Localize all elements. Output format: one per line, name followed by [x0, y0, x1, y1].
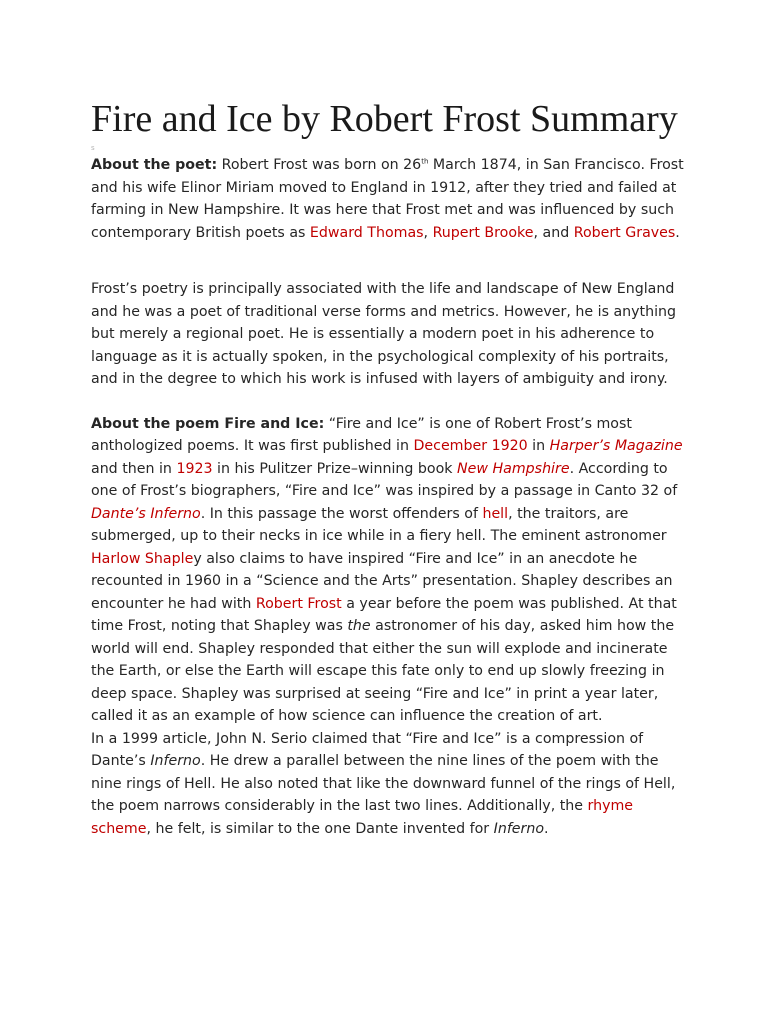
text-run: “Fire and Ice” is one of Robert Frost’s most anthologized poems. It was first published in: [91, 415, 632, 454]
link-edward-thomas[interactable]: Edward Thomas: [309, 224, 424, 241]
text-run: , the traitors, are submerged, up to their necks in ice while in a fiery hell. The eminent astronomer: [91, 505, 667, 544]
text-run: astronomer of his day, asked him how the world will end. Shapley responded that either the sun will explode and incinerate the Earth, or else the Earth will escape this fate only to end up slowly freezing in deep space. Shapley was surprised at seeing “Fire and Ice” in print a year later, called it as an example of how science can influence the creation of art.: [91, 618, 675, 724]
text-run: y also claims to have inspired “Fire and Ice” in an anecdote he recounted in 1960 in a “Science and the Arts” presentation. Shapley describes an encounter he had with: [91, 550, 673, 612]
text-run: .: [544, 820, 549, 837]
superscript: th: [421, 157, 429, 166]
text-run: .: [675, 224, 680, 241]
text-run: ,: [423, 224, 433, 241]
about-poet-paragraph: [91, 154, 691, 244]
link-harpers-magazine[interactable]: Harper’s Magazine: [549, 438, 683, 454]
text-run: and then in: [91, 460, 177, 477]
document-page: [91, 96, 691, 840]
poetry-style-paragraph: Frost’s poetry is principally associated with the life and landscape of New England and he was a poet of traditional verse forms and metrics. However, he is anything but merely a regional poet. He is essentially a modern poet in his adherence to language as it is actually spoken, in the psychological complexity of his portraits, and in the degree to which his work is infused with layers of ambiguity and irony.: [91, 281, 677, 387]
link-new-hampshire[interactable]: New Hampshire: [457, 460, 570, 477]
italic-text: the: [347, 618, 371, 634]
link-robert-frost[interactable]: Robert Frost: [255, 595, 342, 612]
text-run: in his Pulitzer Prize–winning book: [212, 460, 458, 477]
link-rhyme-scheme[interactable]: rhyme scheme: [91, 798, 634, 837]
about-poet-heading: About the poet:: [91, 157, 218, 173]
text-run: a year before the poem was published. At that time Frost, noting that Shapley was: [91, 595, 677, 634]
link-december-1920[interactable]: December 1920: [413, 438, 528, 454]
italic-text: Inferno: [493, 820, 545, 837]
document-title: Fire and Ice by Robert Frost Summary: [91, 98, 678, 140]
text-run: . He drew a parallel between the nine lines of the poem with the nine rings of Hell. He also noted that like the downward funnel of the rings of Hell, the poem narrows considerably in the last two lines. Additionally, the: [91, 753, 676, 814]
link-harlow-shapley[interactable]: Harlow Shaple: [91, 550, 194, 567]
serio-paragraph: [91, 728, 691, 841]
text-run: in: [527, 438, 550, 454]
link-robert-graves[interactable]: Robert Graves: [573, 224, 676, 241]
text-run: , he felt, is similar to the one Dante invented for: [146, 820, 494, 837]
text-run: . According to one of Frost’s biographers, “Fire and Ice” was inspired by a passage in Canto 32 of: [91, 460, 678, 499]
faint-mark: s: [91, 144, 95, 152]
link-rupert-brooke[interactable]: Rupert Brooke: [432, 224, 534, 241]
text-run: Robert Frost was born on 26: [217, 157, 422, 173]
link-1923[interactable]: 1923: [176, 460, 213, 477]
link-dantes-inferno[interactable]: Dante’s Inferno: [91, 505, 201, 522]
text-run: , and: [533, 224, 574, 241]
text-run: In a 1999 article, John N. Serio claimed that “Fire and Ice” is a compression of Dante’s: [91, 730, 644, 769]
about-poem-paragraph: [91, 413, 691, 728]
text-run: . In this passage the worst offenders of: [200, 505, 483, 522]
text-run: March 1874, in San Francisco. Frost and his wife Elinor Miriam moved to England in 1912, after they tried and failed at farming in New Hampshire. It was here that Frost met and was influenced by such contemporary British poets as: [91, 157, 684, 241]
link-hell[interactable]: hell: [482, 505, 509, 522]
about-poem-heading: About the poem Fire and Ice:: [91, 415, 325, 432]
italic-text: Inferno: [150, 753, 201, 769]
